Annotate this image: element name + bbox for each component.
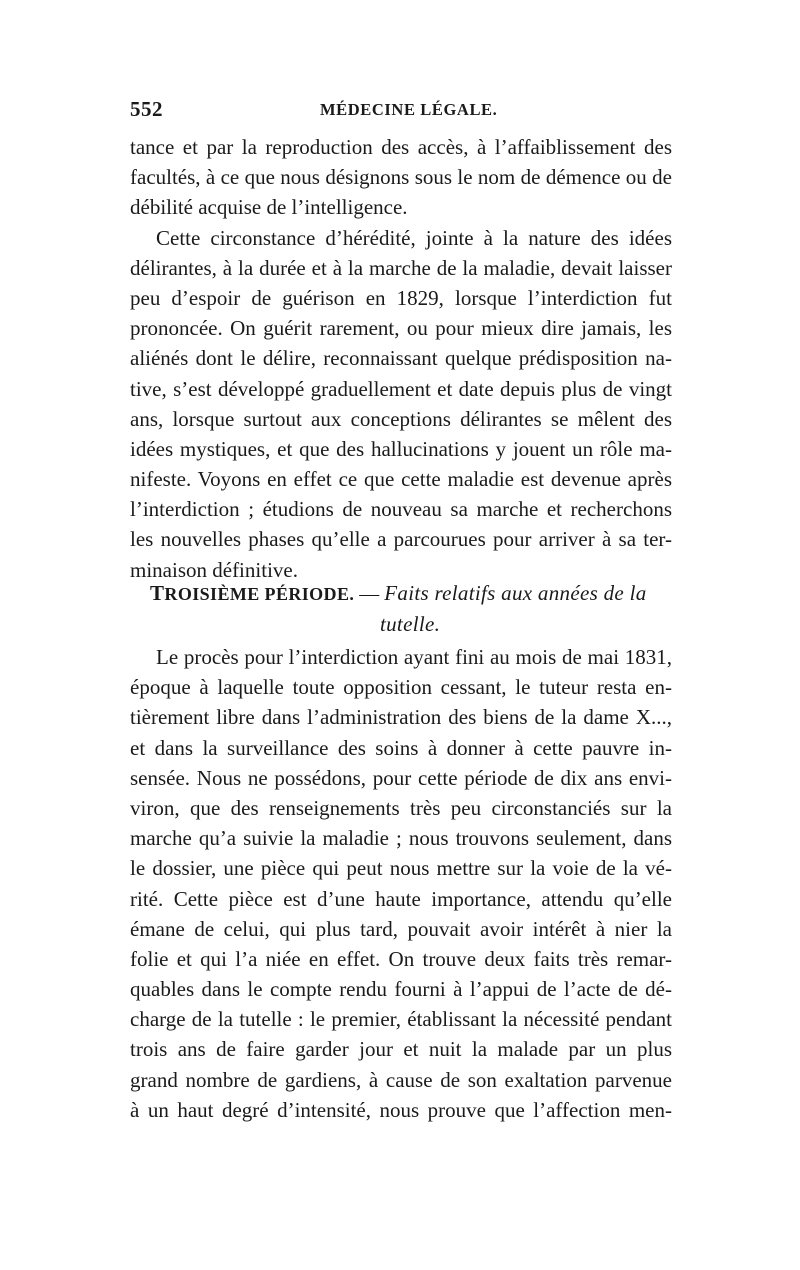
section-label-initial: T [150,581,165,605]
text-line: folie et qui l’a niée en effet. On trouve deux faits très remar- [130,946,672,971]
section-title-continued: tutelle. [380,612,441,636]
section-heading-line [150,578,670,609]
paragraph-continued [130,132,672,223]
text-line: émane de celui, qui plus tard, pouvait avoir intérêt à nier la [130,916,672,941]
text-line: nifeste. Voyons en effet ce que cette maladie est devenue après [130,467,672,492]
page-header [130,97,670,127]
section-separator: — [359,583,380,605]
paragraph-tutelle [130,642,672,1125]
section-title: Faits relatifs aux années de la [384,581,647,605]
text-line: débilité acquise de l’intelligence. [130,195,408,220]
text-line: les nouvelles phases qu’elle a parcourues pour arriver à sa ter- [130,527,672,552]
text-line: marche qu’a suivie la maladie ; nous trouvons seulement, dans [130,826,672,851]
text-line: rité. Cette pièce est d’une haute importance, attendu qu’elle [130,886,672,911]
text-line: aliénés dont le délire, reconnaissant quelque prédisposition na- [130,346,672,371]
text-line: Cette circonstance d’hérédité, jointe à la nature des idées [156,225,672,250]
page-number: 552 [130,97,163,121]
section-heading [150,578,670,640]
text-line: grand nombre de gardiens, à cause de son exaltation parvenue [130,1067,672,1092]
paragraph-heredity [130,223,672,585]
text-line: viron, que des renseignements très peu circonstanciés sur la [130,795,672,820]
text-line: minaison définitive. [130,557,298,582]
text-line: époque à laquelle toute opposition cessant, le tuteur resta en- [130,675,672,700]
text-line: idées mystiques, et que des hallucinations y jouent un rôle ma- [130,436,672,461]
section-label-rest: ROISIÈME PÉRIODE. [164,584,355,604]
text-line: l’interdiction ; étudions de nouveau sa marche et recherchons [130,497,672,522]
text-line: quables dans le compte rendu fourni à l’appui de l’acte de dé- [130,977,672,1002]
text-line: tive, s’est développé graduellement et date depuis plus de vingt [130,376,672,401]
text-line: sensée. Nous ne possédons, pour cette période de dix ans envi- [130,765,672,790]
section-label [150,581,355,605]
text-line: ans, lorsque surtout aux conceptions délirantes se mêlent des [130,406,672,431]
text-line: Le procès pour l’interdiction ayant fini au mois de mai 1831, [156,645,672,669]
text-line: délirantes, à la durée et à la marche de la maladie, devait laisser [130,255,672,280]
text-line: charge de la tutelle : le premier, établissant la nécessité pendant [130,1007,672,1032]
running-head: MÉDECINE LÉGALE. [320,100,498,119]
text-line: le dossier, une pièce qui peut nous mettre sur la voie de la vé- [130,856,672,881]
text-line: tièrement libre dans l’administration des biens de la dame X..., [130,705,672,730]
text-line: prononcée. On guérit rarement, ou pour mieux dire jamais, les [130,316,672,341]
text-line: facultés, à ce que nous désignons sous le nom de démence ou de [130,165,672,190]
text-line: trois ans de faire garder jour et nuit la malade par un plus [130,1037,672,1062]
text-line: peu d’espoir de guérison en 1829, lorsque l’interdiction fut [130,285,672,310]
text-line: à un haut degré d’intensité, nous prouve que l’affection men- [130,1097,672,1122]
text-line: et dans la surveillance des soins à donner à cette pauvre in- [130,735,672,760]
text-line: tance et par la reproduction des accès, à l’affaiblissement des [130,135,672,159]
